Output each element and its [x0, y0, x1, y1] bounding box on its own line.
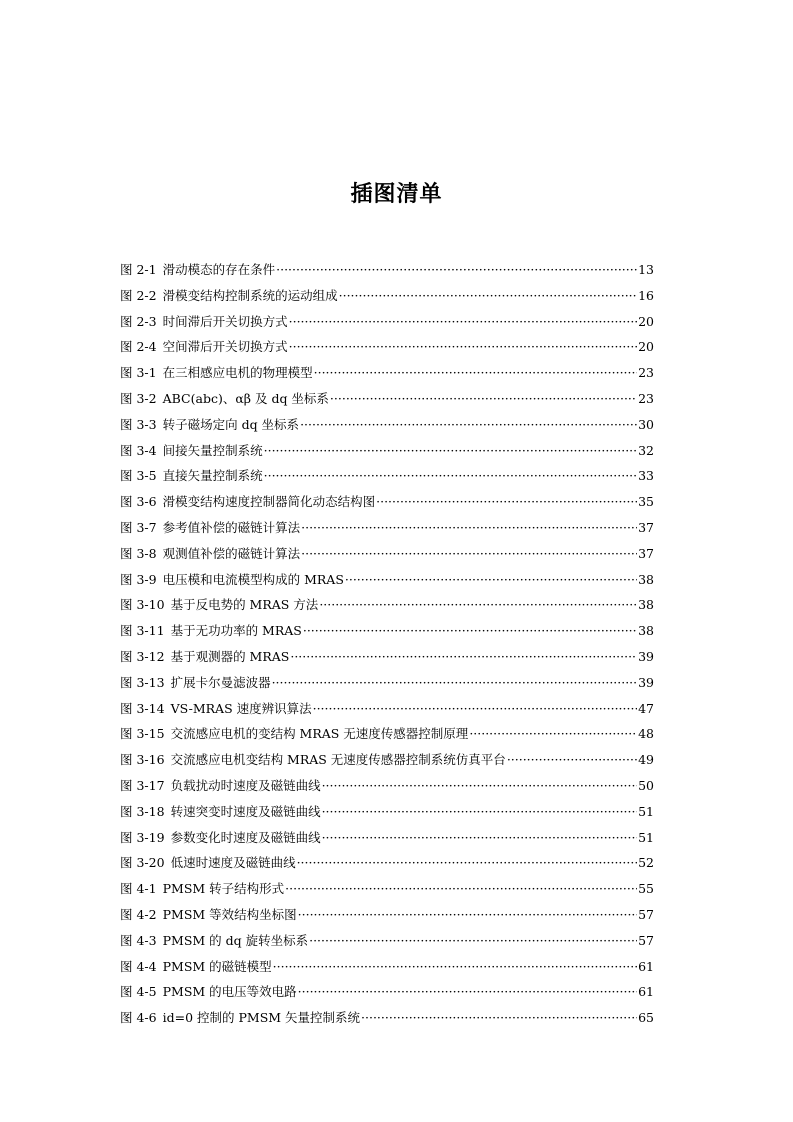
leader-dots	[313, 701, 637, 716]
toc-entry[interactable]	[120, 337, 654, 363]
leader-dots	[301, 520, 637, 535]
page-number: 37	[638, 545, 654, 561]
figure-number: 图 2-3	[120, 313, 157, 329]
figure-number: 图 3-19	[120, 829, 165, 845]
leader-dots	[330, 391, 637, 406]
page-number: 48	[638, 726, 654, 742]
figure-number: 图 3-15	[120, 726, 165, 742]
page-number: 20	[638, 313, 654, 329]
toc-entry[interactable]	[120, 260, 654, 286]
toc-entry[interactable]	[120, 363, 654, 389]
leader-dots	[322, 778, 638, 793]
leader-dots	[285, 881, 637, 896]
figure-title: 负载扰动时速度及磁链曲线	[170, 777, 321, 793]
figure-title: PMSM 的 dq 旋转坐标系	[162, 932, 309, 948]
leader-dots	[309, 933, 637, 948]
toc-entry[interactable]	[120, 518, 654, 544]
figure-number: 图 4-6	[120, 1010, 157, 1026]
leader-dots	[289, 339, 637, 354]
toc-entry[interactable]	[120, 931, 654, 957]
figure-number: 图 3-1	[120, 365, 157, 381]
page-number: 51	[638, 803, 654, 819]
toc-entry[interactable]	[120, 312, 654, 338]
figure-number: 图 3-5	[120, 468, 157, 484]
leader-dots	[361, 1010, 637, 1025]
page-number: 52	[638, 855, 654, 871]
figure-title: 转速突变时速度及磁链曲线	[170, 803, 321, 819]
page-number: 51	[638, 829, 654, 845]
leader-dots	[507, 752, 637, 767]
page-number: 50	[638, 777, 654, 793]
figure-title: ABC(abc)、αβ 及 dq 坐标系	[162, 390, 329, 406]
page-title: 插图清单	[350, 182, 443, 207]
figure-title: id=0 控制的 PMSM 矢量控制系统	[162, 1010, 361, 1026]
figure-number: 图 4-1	[120, 881, 157, 897]
figure-title: PMSM 转子结构形式	[162, 881, 285, 897]
toc-entry[interactable]	[120, 647, 654, 673]
figure-number: 图 2-1	[120, 262, 157, 277]
leader-dots	[298, 984, 637, 999]
figure-title: 参考值补偿的磁链计算法	[162, 519, 301, 535]
page-number: 23	[638, 365, 654, 381]
page-number: 61	[638, 984, 654, 1000]
leader-dots	[300, 417, 637, 432]
toc-entry[interactable]	[120, 982, 654, 1008]
page-number: 35	[638, 494, 654, 510]
toc-entry[interactable]	[120, 595, 654, 621]
figure-title: 电压模和电流模型构成的 MRAS	[162, 571, 344, 587]
toc-entry[interactable]	[120, 389, 654, 415]
toc-entry[interactable]	[120, 802, 654, 828]
leader-dots	[303, 623, 637, 638]
figure-title: 转子磁场定向 dq 坐标系	[162, 416, 300, 432]
figure-number: 图 3-8	[120, 545, 157, 561]
toc-entry[interactable]	[120, 879, 654, 905]
leader-dots	[319, 597, 637, 612]
toc-entry[interactable]	[120, 621, 654, 647]
figure-title: VS-MRAS 速度辨识算法	[170, 700, 312, 716]
figure-number: 图 3-17	[120, 777, 165, 793]
toc-entry[interactable]	[120, 673, 654, 699]
page-number: 39	[638, 648, 654, 664]
toc-entry[interactable]	[120, 724, 654, 750]
figure-title: 滑模变结构控制系统的运动组成	[162, 287, 338, 303]
page-number: 55	[638, 881, 654, 897]
figure-number: 图 4-2	[120, 906, 157, 922]
toc-entry[interactable]	[120, 776, 654, 802]
leader-dots	[289, 314, 637, 329]
figure-title: 低速时速度及磁链曲线	[170, 855, 296, 871]
page-number: 57	[638, 906, 654, 922]
leader-dots	[273, 959, 637, 974]
leader-dots	[469, 726, 637, 741]
figure-title: 在三相感应电机的物理模型	[162, 365, 313, 381]
figure-number: 图 4-5	[120, 984, 157, 1000]
leader-dots	[298, 907, 637, 922]
figure-title: PMSM 的磁链模型	[162, 958, 272, 974]
figure-title: PMSM 的电压等效电路	[162, 984, 297, 1000]
figure-title: 空间滞后开关切换方式	[162, 339, 288, 355]
leader-dots	[264, 443, 637, 458]
figure-number: 图 3-12	[120, 648, 165, 664]
leader-dots	[264, 468, 637, 483]
figure-title: 滑模变结构速度控制器简化动态结构图	[162, 494, 376, 510]
toc-entry[interactable]	[120, 905, 654, 931]
page-number: 38	[638, 571, 654, 587]
figure-title: 时间滞后开关切换方式	[162, 313, 288, 329]
toc-entry[interactable]	[120, 415, 654, 441]
page-number: 16	[638, 287, 654, 303]
figure-title: 间接矢量控制系统	[162, 442, 263, 458]
toc-entry[interactable]	[120, 570, 654, 596]
leader-dots	[339, 288, 637, 303]
page-number: 23	[638, 390, 654, 406]
figure-title: 直接矢量控制系统	[162, 468, 263, 484]
page-number: 30	[638, 416, 654, 432]
page-number: 38	[638, 597, 654, 613]
leader-dots	[272, 675, 638, 690]
figure-number: 图 3-16	[120, 752, 165, 768]
figure-list	[120, 260, 654, 1034]
leader-dots	[301, 546, 637, 561]
figure-number: 图 3-3	[120, 416, 157, 432]
toc-entry[interactable]	[120, 853, 654, 879]
figure-title: 基于观测器的 MRAS	[170, 648, 290, 664]
toc-entry[interactable]	[120, 957, 654, 983]
page-number: 65	[638, 1010, 654, 1026]
figure-title: 交流感应电机的变结构 MRAS 无速度传感器控制原理	[170, 726, 469, 742]
leader-dots	[297, 855, 638, 870]
leader-dots	[322, 804, 638, 819]
figure-number: 图 3-2	[120, 390, 157, 406]
figure-number: 图 3-6	[120, 494, 157, 510]
figure-number: 图 3-14	[120, 700, 165, 716]
page-number: 33	[638, 468, 654, 484]
figure-number: 图 4-4	[120, 958, 157, 974]
figure-title: 观测值补偿的磁链计算法	[162, 545, 301, 561]
leader-dots	[345, 572, 637, 587]
page-number: 20	[638, 339, 654, 355]
figure-title: 交流感应电机变结构 MRAS 无速度传感器控制系统仿真平台	[170, 752, 506, 768]
page-number: 61	[638, 958, 654, 974]
figure-title: PMSM 等效结构坐标图	[162, 906, 297, 922]
leader-dots	[314, 365, 637, 380]
figure-number: 图 4-3	[120, 932, 157, 948]
figure-title: 扩展卡尔曼滤波器	[170, 674, 271, 690]
toc-entry[interactable]	[120, 544, 654, 570]
toc-entry[interactable]	[120, 1008, 654, 1034]
leader-dots	[276, 262, 637, 277]
toc-entry[interactable]	[120, 750, 654, 776]
toc-entry[interactable]	[120, 699, 654, 725]
leader-dots	[376, 494, 637, 509]
figure-number: 图 3-20	[120, 855, 165, 871]
figure-title: 滑动模态的存在条件	[162, 262, 276, 277]
figure-number: 图 2-4	[120, 339, 157, 355]
figure-number: 图 3-13	[120, 674, 165, 690]
figure-title: 基于反电势的 MRAS 方法	[170, 597, 319, 613]
figure-number: 图 3-11	[120, 623, 165, 639]
page-number: 57	[638, 932, 654, 948]
figure-number: 图 3-10	[120, 597, 165, 613]
page-number: 32	[638, 442, 654, 458]
figure-number: 图 3-9	[120, 571, 157, 587]
toc-entry[interactable]	[120, 466, 654, 492]
figure-number: 图 3-18	[120, 803, 165, 819]
page-number: 47	[638, 700, 654, 716]
toc-entry[interactable]	[120, 441, 654, 467]
figure-title: 参数变化时速度及磁链曲线	[170, 829, 321, 845]
toc-entry[interactable]	[120, 286, 654, 312]
figure-number: 图 2-2	[120, 287, 157, 303]
page-number: 13	[638, 262, 654, 277]
page-number: 37	[638, 519, 654, 535]
toc-entry[interactable]	[120, 492, 654, 518]
leader-dots	[290, 649, 637, 664]
figure-number: 图 3-4	[120, 442, 157, 458]
page-number: 49	[638, 752, 654, 768]
toc-entry[interactable]	[120, 828, 654, 854]
page-number: 38	[638, 623, 654, 639]
leader-dots	[322, 830, 638, 845]
page-number: 39	[638, 674, 654, 690]
figure-number: 图 3-7	[120, 519, 157, 535]
figure-title: 基于无功功率的 MRAS	[170, 623, 302, 639]
